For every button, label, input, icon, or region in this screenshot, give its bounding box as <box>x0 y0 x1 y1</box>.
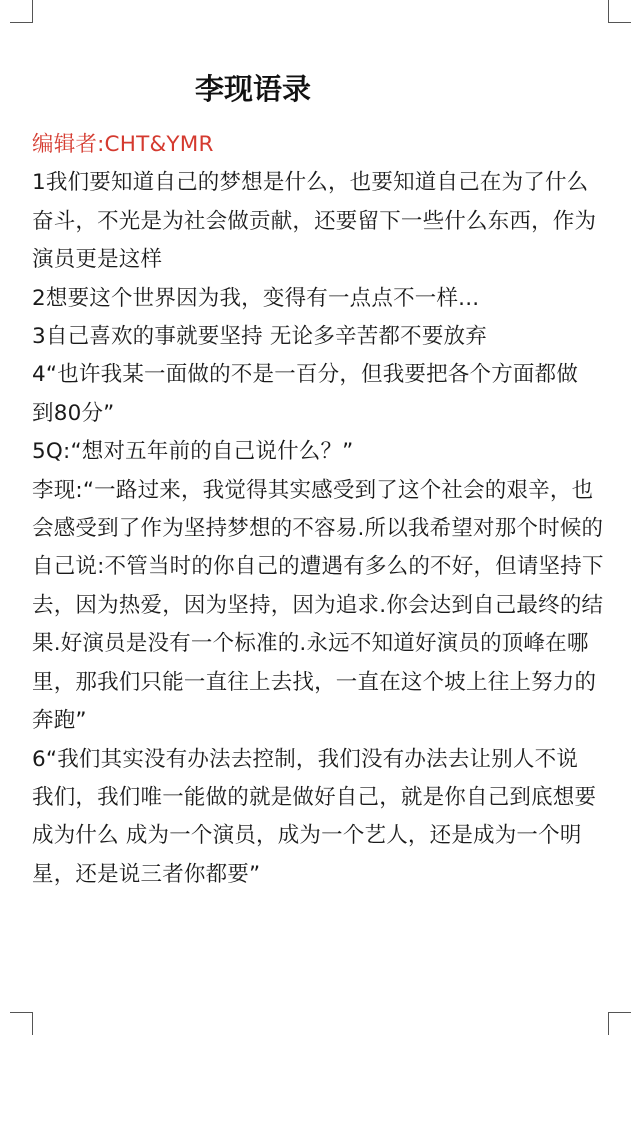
quote-line: 3自己喜欢的事就要坚持 无论多辛苦都不要放弃 <box>32 324 487 350</box>
crop-mark-bottom-right <box>608 1012 631 1035</box>
quote-line: 到80分” <box>32 400 115 426</box>
crop-mark-top-right <box>608 0 631 23</box>
quote-line: 成为什么 成为一个演员，成为一个艺人，还是成为一个明 <box>32 823 582 849</box>
quote-line: 去，因为热爱，因为坚持，因为追求.你会达到自己最终的结 <box>32 592 604 618</box>
quote-line: 4“也许我某一面做的不是一百分，但我要把各个方面都做 <box>32 362 579 388</box>
quote-paragraph <box>32 280 614 318</box>
crop-mark-top-left <box>10 0 33 23</box>
quote-line: 6“我们其实没有办法去控制，我们没有办法去让别人不说 <box>32 746 579 772</box>
quote-paragraph <box>32 741 614 895</box>
quote-line: 5Q:“想对五年前的自己说什么？” <box>32 439 354 465</box>
crop-mark-bottom-left <box>10 1012 33 1035</box>
quote-line: 李现:“一路过来，我觉得其实感受到了这个社会的艰辛，也 <box>32 477 594 503</box>
quote-line: 自己说:不管当时的你自己的遭遇有多么的不好，但请坚持下 <box>32 554 604 580</box>
quote-line: 1我们要知道自己的梦想是什么，也要知道自己在为了什么 <box>32 170 589 196</box>
quote-paragraph <box>32 472 614 741</box>
quote-line: 我们，我们唯一能做的就是做好自己，就是你自己到底想要 <box>32 784 597 810</box>
quote-list <box>32 164 614 894</box>
quote-line: 奔跑” <box>32 708 87 734</box>
quote-paragraph <box>32 433 614 471</box>
quote-line: 里，那我们只能一直往上去找，一直在这个坡上往上努力的 <box>32 669 597 695</box>
document-body <box>32 126 614 894</box>
quote-paragraph <box>32 356 614 433</box>
quote-paragraph <box>32 164 614 279</box>
quote-paragraph <box>32 318 614 356</box>
quote-line: 会感受到了作为坚持梦想的不容易.所以我希望对那个时候的 <box>32 516 604 542</box>
quote-line: 演员更是这样 <box>32 247 163 273</box>
editor-credit: 编辑者:CHT&YMR <box>32 132 214 157</box>
quote-line: 2想要这个世界因为我，变得有一点点不一样... <box>32 285 480 311</box>
quote-line: 星，还是说三者你都要” <box>32 861 261 887</box>
quote-line: 奋斗，不光是为社会做贡献，还要留下一些什么东西，作为 <box>32 208 597 234</box>
document-title: 李现语录 <box>194 72 311 107</box>
quote-line: 果.好演员是没有一个标准的.永远不知道好演员的顶峰在哪 <box>32 631 589 657</box>
